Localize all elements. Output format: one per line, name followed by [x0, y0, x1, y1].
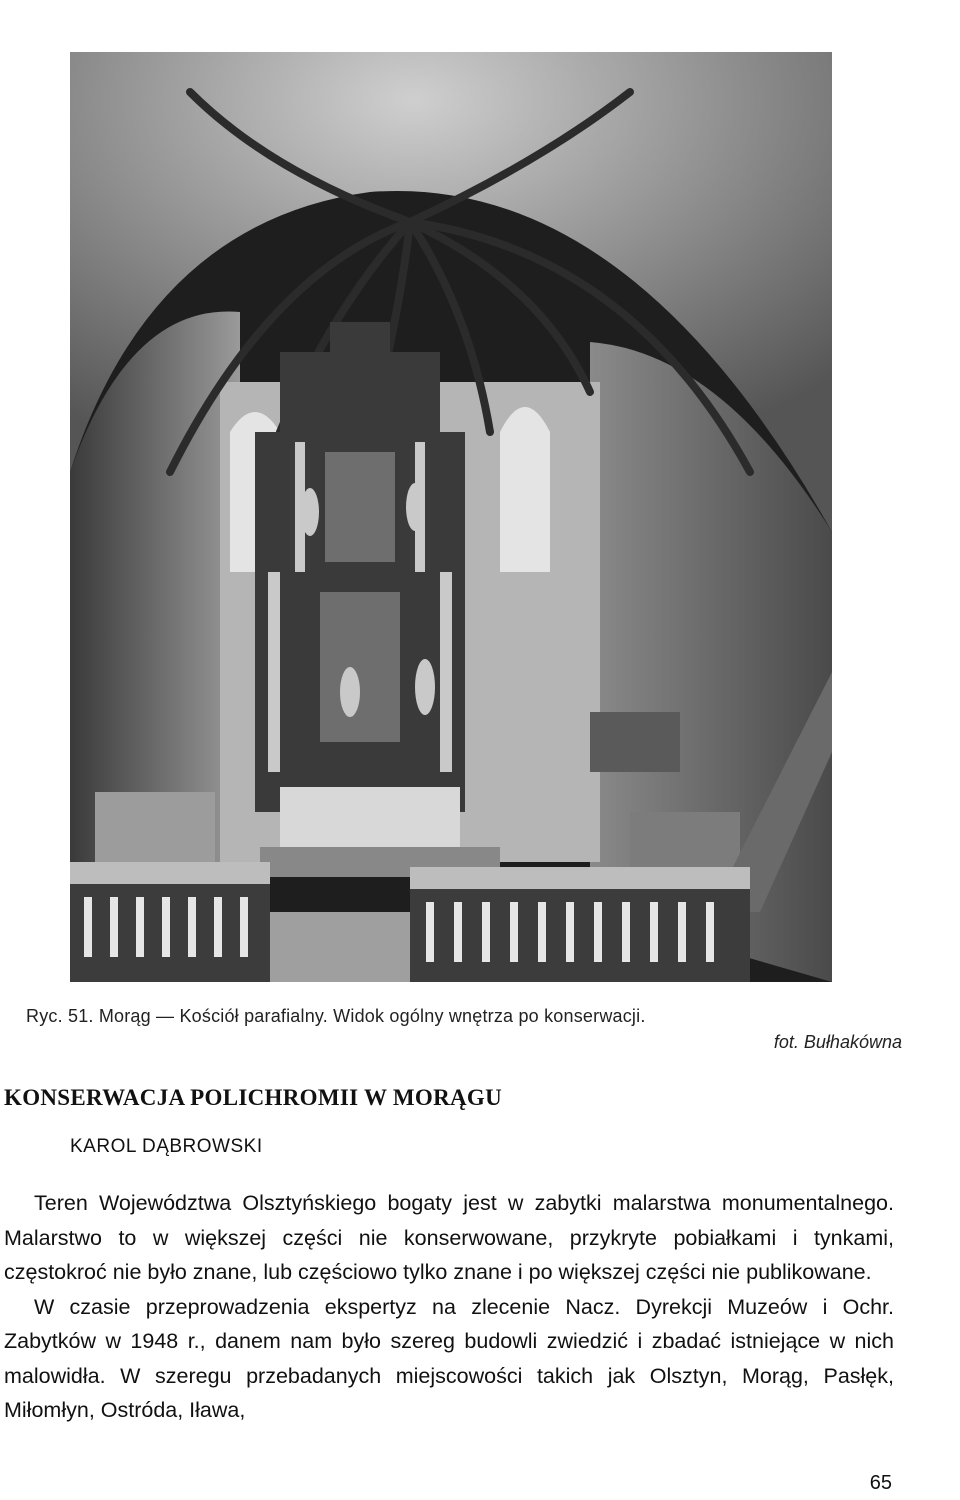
article-author: KAROL DĄBROWSKI [70, 1136, 263, 1157]
paragraph: W czasie przeprowadzenia ekspertyz na zlecenie Nacz. Dyrekcji Muzeów i Ochr. Zabytków w 1948 r., danem nam było szereg budowli zwiedzić i zbadać istniejące w nich malowidła. W szeregu przebadanych miejscowości takich jak Olsztyn, Morąg, Pasłęk, Miłomłyn, Ostróda, Iława, [4, 1294, 894, 1422]
photo-illustration [70, 52, 832, 982]
page-number: 65 [869, 1472, 892, 1494]
photo-credit: fot. Bułhakówna [773, 1032, 902, 1052]
paragraph: Teren Województwa Olsztyńskiego bogaty jest w zabytki malarstwa monumentalnego. Malarstwo to w większej części nie konserwowane, przykryte pobiałkami i tynkami, częstokroć nie było znane, lub częściowo tylko znane i po większej części nie publikowane. [4, 1191, 894, 1284]
article-body [4, 1186, 894, 1428]
article-title: KONSERWACJA POLICHROMII W MORĄGU [4, 1085, 503, 1110]
figure-caption: Ryc. 51. Morąg — Kościół parafialny. Widok ogólny wnętrza po konserwacji. [26, 1006, 646, 1026]
church-interior-photo [70, 52, 832, 982]
